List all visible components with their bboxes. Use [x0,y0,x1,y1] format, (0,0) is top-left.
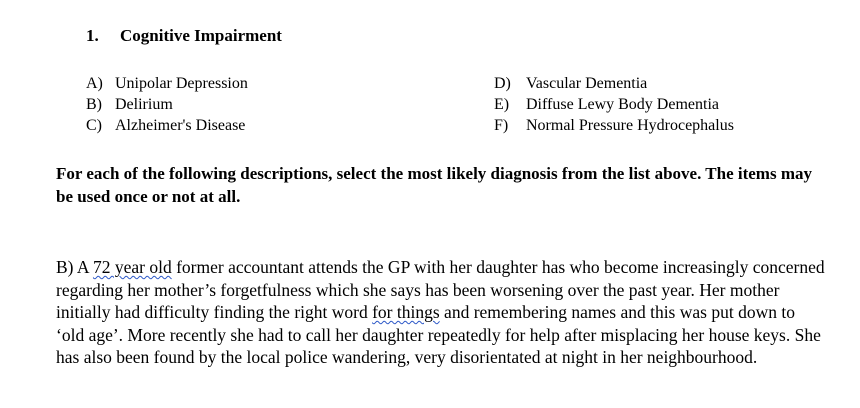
question-title: Cognitive Impairment [120,26,282,45]
option-text: Delirium [115,96,173,113]
scenario-text-part: and remembering names and this was put down to ‘old age’. More recently she had to call her daughter repeatedly for help after misplacing her house keys. She has also been found by the local police wandering, very disorientated at night in her neighbourhood. [56,302,821,367]
option-text: Normal Pressure Hydrocephalus [526,117,734,134]
options-right-column [494,73,734,136]
option-letter: E) [494,96,510,113]
option-text: Vascular Dementia [526,75,648,92]
option-text: Diffuse Lewy Body Dementia [526,96,719,113]
option-letter: D) [494,75,511,92]
option-b [86,94,248,115]
option-letter: B) [86,96,102,113]
option-c [86,115,248,136]
option-letter: C) [86,117,102,134]
option-e [494,94,734,115]
option-f [494,115,734,136]
scenario-paragraph [56,256,826,369]
options-left-column [86,73,248,136]
scenario-prefix: B) A [56,257,93,277]
instructions-text: For each of the following descriptions, select the most likely diagnosis from the list above. The items may be used once or not at all. [56,164,812,206]
option-a [86,73,248,94]
option-text: Alzheimer's Disease [115,117,246,134]
option-text: Unipolar Depression [115,75,248,92]
option-d [494,73,734,94]
spellcheck-flag-age[interactable]: 72 year old [92,257,172,277]
scenario-text-part: former accountant attends the GP with her daughter has who become increasingly concerned regarding her mother’s forgetfulness which she says has been worsening over the past year. Her mother initially had difficulty finding the right word [56,257,825,322]
option-letter: A) [86,75,103,92]
option-letter: F) [494,117,509,134]
question-number: 1. [86,26,99,45]
spellcheck-flag-for-things[interactable]: for things [372,302,440,322]
question-heading [86,26,282,46]
